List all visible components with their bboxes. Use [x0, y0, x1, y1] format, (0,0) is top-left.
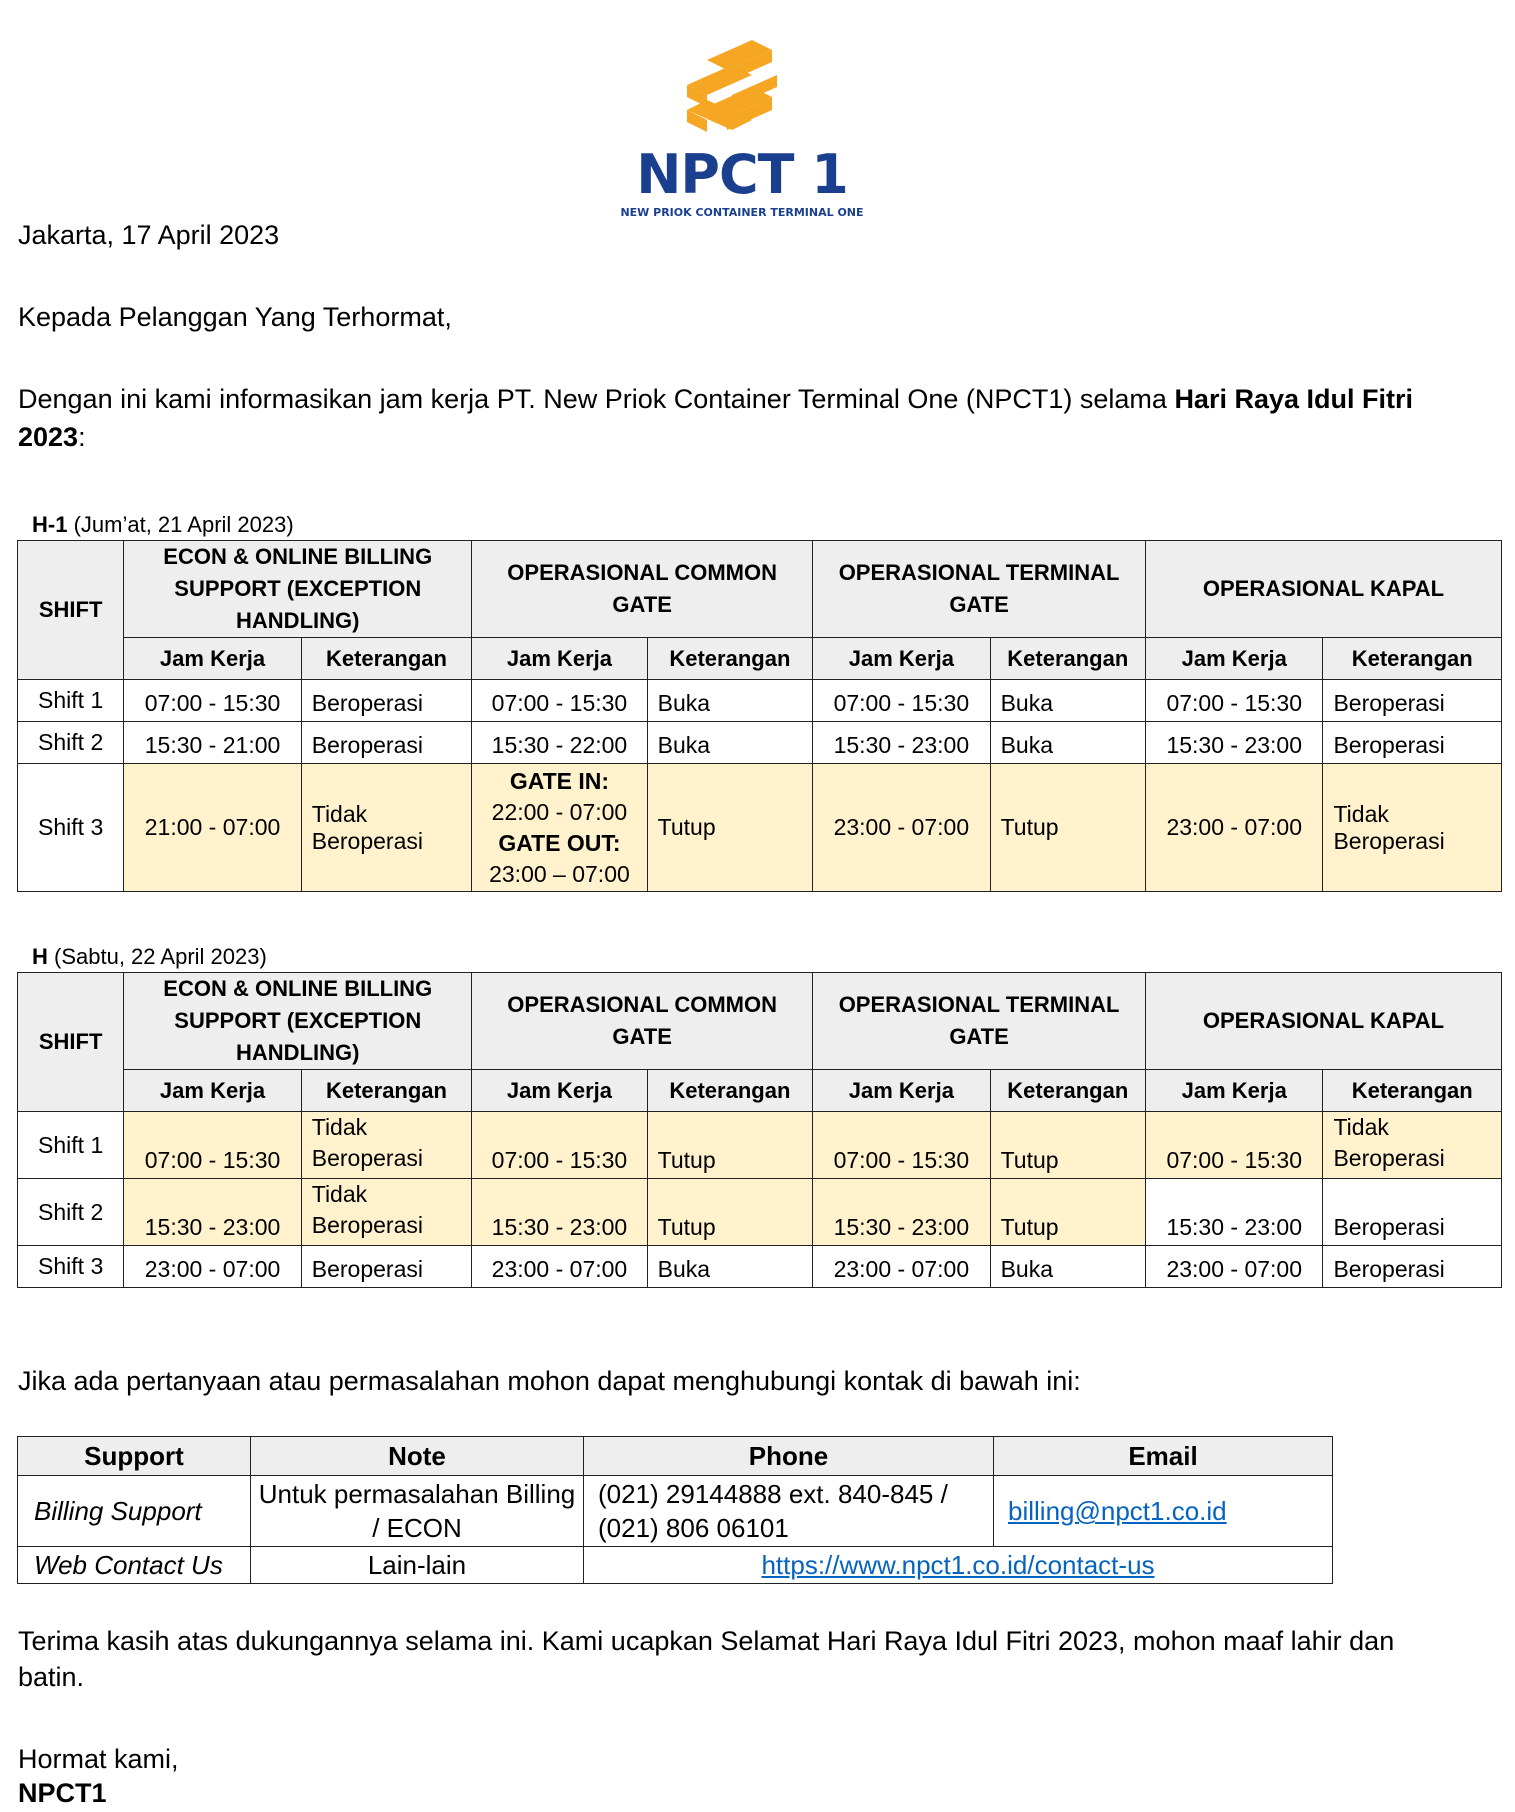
- intro-text: Dengan ini kami informasikan jam kerja PT. New Priok Container Terminal One (NPCT1) selama: [18, 384, 1175, 414]
- billing-phone: [584, 1476, 994, 1547]
- letter-greeting: Kepada Pelanggan Yang Terhormat,: [18, 302, 452, 332]
- header-kapal: OPERASIONAL KAPAL: [1146, 541, 1502, 638]
- closing-line-1: Terima kasih atas dukungannya selama ini. Kami ucapkan Selamat Hari Raya Idul Fitri 2023, mohon maaf lahir dan: [18, 1626, 1395, 1656]
- cell: 15:30 - 23:00: [813, 722, 990, 764]
- cell: Buka: [647, 680, 812, 722]
- contact-header-phone: Phone: [584, 1437, 994, 1476]
- schedule-table-h: [17, 972, 1502, 1288]
- table2-caption-day: H: [32, 944, 48, 969]
- cell: Beroperasi: [301, 722, 471, 764]
- cell: 07:00 - 15:30: [1146, 1112, 1323, 1179]
- cell: 07:00 - 15:30: [472, 680, 647, 722]
- cell: Beroperasi: [1323, 1246, 1502, 1288]
- cell: 23:00 - 07:00: [1146, 1246, 1323, 1288]
- header-kapal: OPERASIONAL KAPAL: [1146, 973, 1502, 1070]
- cell: Tidak Beroperasi: [1323, 764, 1502, 892]
- logo-wordmark: NPCT 1: [636, 143, 848, 206]
- cell: 23:00 - 07:00: [1146, 764, 1323, 892]
- cell: Buka: [647, 1246, 812, 1288]
- cell: 15:30 - 22:00: [472, 722, 647, 764]
- schedule-table-h1: [17, 540, 1502, 892]
- subheader-jam: Jam Kerja: [124, 1070, 301, 1112]
- web-note: Lain-lain: [251, 1547, 584, 1584]
- billing-phone-2: (021) 806 06101: [598, 1513, 789, 1543]
- table-row: [18, 1112, 1502, 1179]
- cell: Tidak Beroperasi: [301, 764, 471, 892]
- shift-cell: Shift 1: [18, 1112, 124, 1179]
- cell: Tutup: [990, 764, 1145, 892]
- web-contact-link[interactable]: https://www.npct1.co.id/contact-us: [761, 1550, 1155, 1580]
- shift-cell: Shift 3: [18, 1246, 124, 1288]
- subheader-ket: Keterangan: [990, 1070, 1145, 1112]
- table-row: [18, 680, 1502, 722]
- billing-note: Untuk permasalahan Billing / ECON: [251, 1476, 584, 1547]
- shift-cell: Shift 1: [18, 680, 124, 722]
- gate-in-label: GATE IN:: [509, 767, 610, 794]
- cell: Buka: [647, 722, 812, 764]
- header-shift: SHIFT: [18, 541, 124, 680]
- shift-cell: Shift 2: [18, 722, 124, 764]
- cell: 07:00 - 15:30: [813, 680, 990, 722]
- cell: Tidak Beroperasi: [301, 1179, 471, 1246]
- subheader-ket: Keterangan: [1323, 1070, 1502, 1112]
- table-row: [18, 1547, 1333, 1584]
- billing-email-cell: [994, 1476, 1333, 1547]
- header-shift: SHIFT: [18, 973, 124, 1112]
- header-terminal-gate: OPERASIONAL TERMINAL GATE: [813, 973, 1146, 1070]
- cell: 23:00 - 07:00: [813, 1246, 990, 1288]
- closing-line-2: batin.: [18, 1662, 85, 1692]
- letter-intro: [18, 380, 1498, 456]
- cell: Tutup: [990, 1112, 1145, 1179]
- cell: Beroperasi: [1323, 1179, 1502, 1246]
- subheader-jam: Jam Kerja: [813, 638, 990, 680]
- shift-cell: Shift 2: [18, 1179, 124, 1246]
- billing-phone-1: (021) 29144888 ext. 840-845 /: [598, 1479, 948, 1509]
- subheader-jam: Jam Kerja: [1146, 638, 1323, 680]
- table-row: [18, 1476, 1333, 1547]
- table1-caption-date: (Jum’at, 21 April 2023): [67, 512, 294, 537]
- header-common-gate: OPERASIONAL COMMON GATE: [472, 973, 813, 1070]
- cell: Tutup: [647, 1112, 812, 1179]
- contact-header-note: Note: [251, 1437, 584, 1476]
- cell: Beroperasi: [1323, 680, 1502, 722]
- cell: 07:00 - 15:30: [124, 680, 301, 722]
- cell: 23:00 - 07:00: [124, 1246, 301, 1288]
- subheader-ket: Keterangan: [990, 638, 1145, 680]
- table-row: [18, 1179, 1502, 1246]
- subheader-ket: Keterangan: [301, 638, 471, 680]
- cell: 07:00 - 15:30: [1146, 680, 1323, 722]
- table1-caption: [32, 512, 294, 538]
- cell: 15:30 - 23:00: [813, 1179, 990, 1246]
- table-row: [18, 722, 1502, 764]
- shift-cell: Shift 3: [18, 764, 124, 892]
- subheader-ket: Keterangan: [1323, 638, 1502, 680]
- cell: 15:30 - 23:00: [1146, 722, 1323, 764]
- cell: 15:30 - 23:00: [472, 1179, 647, 1246]
- header-common-gate: OPERASIONAL COMMON GATE: [472, 541, 813, 638]
- intro-holiday: Hari Raya Idul Fitri: [1174, 384, 1413, 414]
- billing-support-label: Billing Support: [18, 1476, 251, 1547]
- cell: Tidak Beroperasi: [1323, 1112, 1502, 1179]
- npct1-logo: [612, 40, 872, 220]
- intro-year: 2023: [18, 422, 79, 452]
- table2-caption-date: (Sabtu, 22 April 2023): [47, 944, 267, 969]
- signature: NPCT1: [18, 1778, 107, 1808]
- cell: Beroperasi: [301, 1246, 471, 1288]
- cell: 23:00 - 07:00: [813, 764, 990, 892]
- cell: 07:00 - 15:30: [813, 1112, 990, 1179]
- cell: 21:00 - 07:00: [124, 764, 301, 892]
- cell: 15:30 - 23:00: [124, 1179, 301, 1246]
- cell: Beroperasi: [301, 680, 471, 722]
- contact-intro: Jika ada pertanyaan atau permasalahan mohon dapat menghubungi kontak di bawah ini:: [18, 1366, 1081, 1396]
- gate-cell: [472, 764, 647, 892]
- subheader-ket: Keterangan: [647, 638, 812, 680]
- contact-header-email: Email: [994, 1437, 1333, 1476]
- cell: 07:00 - 15:30: [472, 1112, 647, 1179]
- gate-in-value: 22:00 - 07:00: [491, 798, 628, 825]
- cell: 23:00 - 07:00: [472, 1246, 647, 1288]
- gate-out-value: 23:00 – 07:00: [489, 860, 630, 887]
- cell: Tutup: [990, 1179, 1145, 1246]
- billing-email-link[interactable]: billing@npct1.co.id: [1008, 1496, 1227, 1526]
- logo-tagline: NEW PRIOK CONTAINER TERMINAL ONE: [620, 206, 864, 219]
- subheader-jam: Jam Kerja: [1146, 1070, 1323, 1112]
- header-econ: ECON & ONLINE BILLING SUPPORT (EXCEPTION HANDLING): [124, 973, 472, 1070]
- cell: Beroperasi: [1323, 722, 1502, 764]
- subheader-jam: Jam Kerja: [124, 638, 301, 680]
- table1-caption-day: H-1: [32, 512, 68, 537]
- cell: 15:30 - 21:00: [124, 722, 301, 764]
- subheader-jam: Jam Kerja: [472, 638, 647, 680]
- gate-out-label: GATE OUT:: [498, 829, 621, 856]
- table-row: [18, 1246, 1502, 1288]
- subheader-ket: Keterangan: [647, 1070, 812, 1112]
- cell: Tidak Beroperasi: [301, 1112, 471, 1179]
- cell: 07:00 - 15:30: [124, 1112, 301, 1179]
- cell: Tutup: [647, 1179, 812, 1246]
- letter-date: Jakarta, 17 April 2023: [18, 220, 280, 250]
- subheader-jam: Jam Kerja: [472, 1070, 647, 1112]
- header-terminal-gate: OPERASIONAL TERMINAL GATE: [813, 541, 1146, 638]
- header-econ: ECON & ONLINE BILLING SUPPORT (EXCEPTION HANDLING): [124, 541, 472, 638]
- table2-caption: [32, 944, 267, 970]
- subheader-ket: Keterangan: [301, 1070, 471, 1112]
- subheader-jam: Jam Kerja: [813, 1070, 990, 1112]
- cell: Buka: [990, 680, 1145, 722]
- contact-header-support: Support: [18, 1437, 251, 1476]
- web-link-cell: [584, 1547, 1333, 1584]
- regards: Hormat kami,: [18, 1744, 179, 1774]
- intro-colon: :: [78, 422, 86, 452]
- cell: Buka: [990, 722, 1145, 764]
- cell: Tutup: [647, 764, 812, 892]
- cell: 15:30 - 23:00: [1146, 1179, 1323, 1246]
- logo-mark-icon: [612, 40, 872, 150]
- web-contact-label: Web Contact Us: [18, 1547, 251, 1584]
- contact-table: [17, 1436, 1333, 1584]
- table-row: [18, 764, 1502, 892]
- cell: Buka: [990, 1246, 1145, 1288]
